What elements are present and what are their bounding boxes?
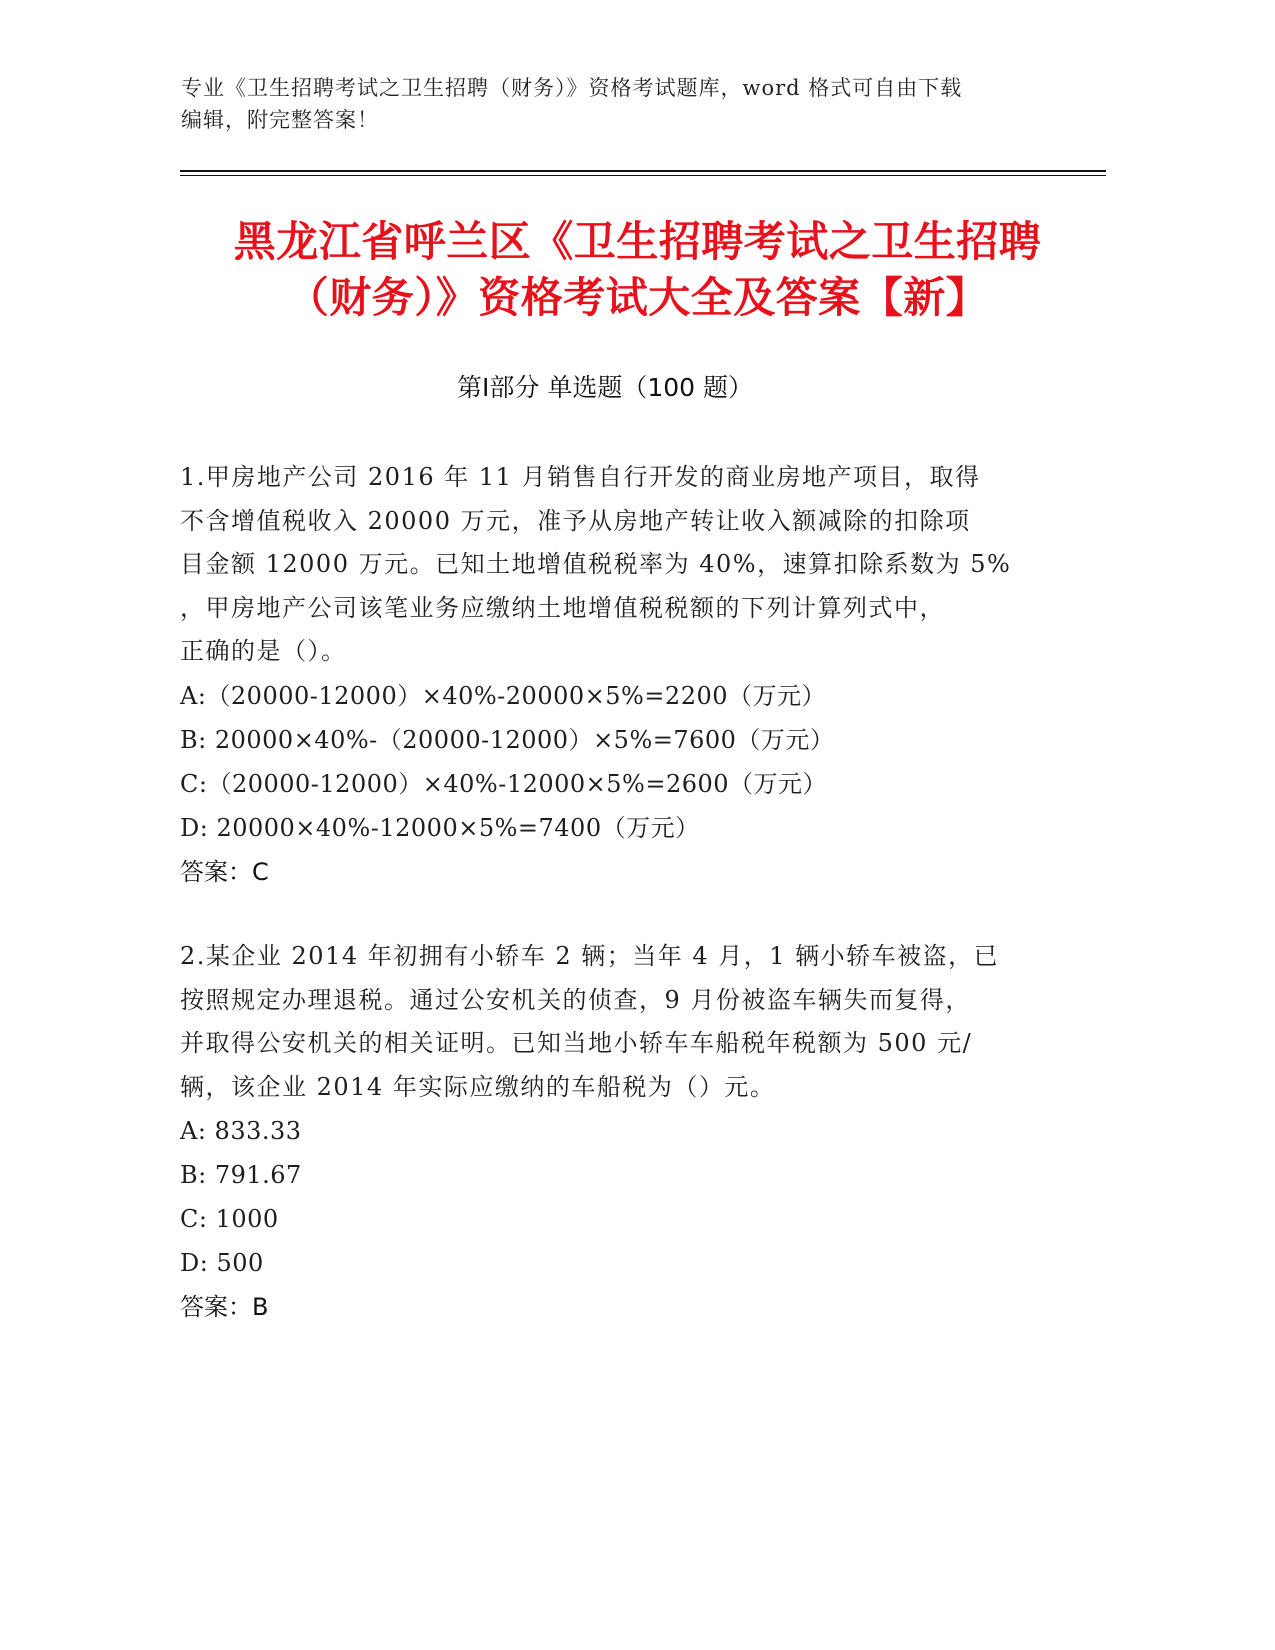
question-stem-line: 正确的是（）。 [180,637,347,665]
answer-text: 答案：C [180,857,269,886]
answer-text: 答案：B [180,1293,269,1321]
header-note-line-1: 专业《卫生招聘考试之卫生招聘（财务）》资格考试题库，word 格式可自由下载 [181,76,963,100]
option-b: B: 20000×40%-（20000-12000）×5%=7600（万元） [180,725,835,754]
header-divider-thick [180,170,1106,172]
section-heading: 第Ⅰ部分 单选题（100 题） [457,373,753,402]
question-stem-line: 2.某企业 2014 年初拥有小轿车 2 辆；当年 4 月，1 辆小轿车被盗，已 [180,942,1000,970]
option-a: A:（20000-12000）×40%-20000×5%=2200（万元） [180,681,827,710]
option-a: A: 833.33 [180,1117,302,1145]
question-stem-line: 1.甲房地产公司 2016 年 11 月销售自行开发的商业房地产项目，取得 [180,463,981,491]
question-1 [180,456,1040,894]
question-stem-line: 辆，该企业 2014 年实际应缴纳的车船税为（）元。 [180,1072,776,1101]
document-title-line-2: （财务）》资格考试大全及答案【新】 [286,273,989,322]
document-title [160,214,1115,326]
header-note [181,72,1041,136]
header-divider-thin [180,175,1106,176]
question-stem-line: 不含增值税收入 20000 万元，准予从房地产转让收入额减除的扣除项 [180,506,971,535]
option-c: C: 1000 [180,1205,279,1233]
document-title-line-1: 黑龙江省呼兰区《卫生招聘考试之卫生招聘 [233,217,1042,266]
question-stem-line: 目金额 12000 万元。已知土地增值税税率为 40%，速算扣除系数为 5% [180,550,1012,578]
option-d: D: 20000×40%-12000×5%=7400（万元） [180,813,700,842]
question-stem-line: ，甲房地产公司该笔业务应缴纳土地增值税税额的下列计算列式中， [180,593,945,622]
question-stem-line: 并取得公安机关的相关证明。已知当地小轿车车船税年税额为 500 元/ [180,1029,973,1057]
question-2 [180,935,1040,1329]
option-c: C:（20000-12000）×40%-12000×5%=2600（万元） [180,769,828,798]
option-b: B: 791.67 [180,1161,302,1189]
question-stem-line: 按照规定办理退税。通过公安机关的侦查，9 月份被盗车辆失而复得， [180,985,971,1014]
header-note-line-2: 编辑，附完整答案！ [181,108,379,132]
option-d: D: 500 [180,1249,264,1277]
